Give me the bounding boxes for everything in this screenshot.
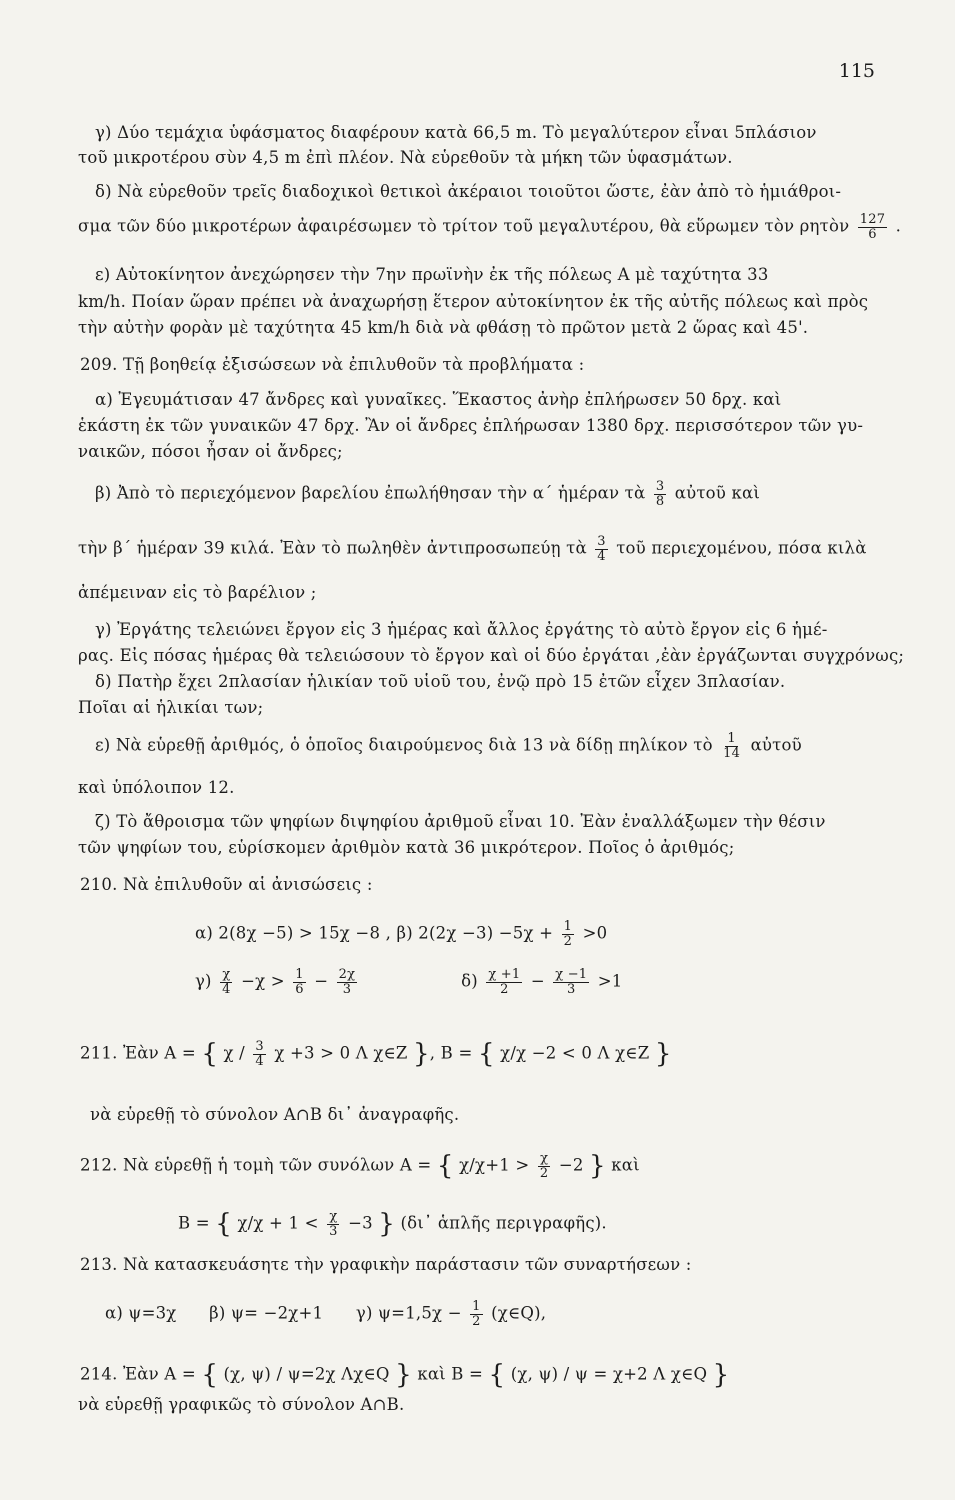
- problem-b2-text2: τὴν β΄ ἡμέραν 39 κιλά. Ἐὰν τὸ πωληθὲν ἀντιπροσωπεύῃ τὰ: [78, 538, 587, 558]
- problem-a2-line2: ἑκάστη ἐκ τῶν γυναικῶν 47 δρχ. Ἂν οἱ ἄνδρες ἐπλήρωσαν 1380 δρχ. περισσότερον τῶν γυ-: [78, 416, 864, 435]
- set-a-condition: χ/χ+1 >: [459, 1155, 530, 1175]
- fraction-numerator: χ: [540, 1151, 549, 1166]
- close-brace: }: [378, 1209, 396, 1240]
- fraction-denominator: 4: [597, 548, 606, 564]
- fraction-1-6: [293, 968, 305, 996]
- set-b-condition: χ/χ −2 < 0 Λ χ∈Z: [500, 1043, 650, 1063]
- fraction-denominator: 6: [295, 981, 304, 997]
- problem-e2-line2: καὶ ὑπόλοιπον 12.: [78, 778, 235, 797]
- problem-213-heading: 213. Νὰ κατασκευάσητε τὴν γραφικὴν παράστασιν τῶν συναρτήσεων :: [80, 1255, 692, 1274]
- set-b-prefix: , Β =: [429, 1043, 473, 1063]
- problem-e1-line1: ε) Αὐτοκίνητον ἀνεχώρησεν τὴν 7ην πρωϊνὴν ἐκ τῆς πόλεως Α μὲ ταχύτητα 33: [95, 265, 769, 284]
- problem-209-heading: 209. Τῇ βοηθείᾳ ἐξισώσεων νὰ ἐπιλυθοῦν τὰ προβλήματα :: [80, 355, 585, 374]
- set-b-prefix: Β =: [178, 1213, 210, 1233]
- problem-212-line1: [80, 1152, 640, 1180]
- set-b-note: (δι᾽ ἁπλῆς περιγραφῆς).: [400, 1213, 607, 1233]
- close-brace: }: [413, 1039, 430, 1070]
- problem-211-prefix: 211. Ἐὰν Α =: [80, 1043, 196, 1063]
- problem-g2-line2: ρας. Εἰς πόσας ἡμέρας θὰ τελειώσουν τὸ ἔργον καὶ οἱ δύο ἐργάται ,ἐὰν ἐργάζωνται συγχρόνως;: [78, 646, 905, 665]
- problem-212-line2: [178, 1210, 607, 1238]
- problem-e1-line3: τὴν αὐτὴν φορὰν μὲ ταχύτητα 45 km/h διὰ νὰ φθάσῃ τὸ πρῶτον μετὰ 2 ὥρας καὶ 45'.: [78, 318, 809, 337]
- conjunction: καὶ: [611, 1155, 640, 1175]
- problem-e2-text-end: αὐτοῦ: [750, 735, 802, 755]
- open-brace: {: [201, 1360, 219, 1390]
- fraction-3-4: [253, 1040, 265, 1068]
- problem-b2-line2: [78, 535, 867, 563]
- fraction-numerator: 1: [472, 1299, 481, 1314]
- close-brace: }: [589, 1151, 606, 1182]
- fraction-numerator: 3: [597, 534, 606, 549]
- fraction-numerator: 1: [563, 919, 573, 934]
- fraction-denominator: 3: [342, 981, 352, 997]
- inequality-ab: [195, 920, 607, 948]
- problem-b2-line3: ἀπέμειναν εἰς τὸ βαρέλιον ;: [78, 583, 317, 602]
- problem-d2-line2: Ποῖαι αἱ ἡλικίαι των;: [78, 698, 264, 717]
- inequality-ab-end: >0: [582, 923, 608, 943]
- label-g: γ): [195, 971, 212, 991]
- problem-211-line1: [80, 1040, 672, 1068]
- inequality-g-mid: −χ >: [241, 971, 285, 991]
- fraction-numerator: χ −1: [555, 967, 588, 982]
- fraction-x-1-3: [553, 968, 589, 996]
- minus-sign: −: [314, 971, 329, 991]
- fraction-3-8: [654, 480, 666, 508]
- fraction-denominator: 3: [329, 1223, 338, 1239]
- problem-a2-line3: ναικῶν, πόσοι ἦσαν οἱ ἄνδρες;: [78, 442, 343, 461]
- fraction-denominator: 4: [222, 981, 231, 997]
- fraction-x-2: [538, 1152, 550, 1180]
- problem-d1-line1: δ) Νὰ εὑρεθοῦν τρεῖς διαδοχικοὶ θετικοὶ ἀκέραιοι τοιοῦτοι ὥστε, ἐὰν ἀπὸ τὸ ἡμιάθροι-: [95, 182, 842, 201]
- fraction-1-2: [470, 1300, 482, 1328]
- fraction-numerator: χ: [329, 1209, 338, 1224]
- fraction-denominator: 6: [868, 226, 877, 242]
- functions-text: α) ψ=3χ β) ψ= −2χ+1 γ) ψ=1,5χ −: [105, 1303, 462, 1323]
- set-a-condition: χ +3 > 0 Λ χ∈Z: [274, 1043, 408, 1063]
- fraction-denominator: 2: [500, 981, 509, 997]
- fraction-denominator: 14: [723, 745, 741, 761]
- open-brace: {: [488, 1360, 506, 1390]
- problem-d2-line1: δ) Πατὴρ ἔχει 2πλασίαν ἡλικίαν τοῦ υἱοῦ του, ἐνῷ πρὸ 15 ἐτῶν εἶχεν 3πλασίαν.: [95, 672, 786, 691]
- fraction-denominator: 3: [567, 981, 576, 997]
- problem-b2-text2-end: τοῦ περιεχομένου, πόσα κιλὰ: [616, 538, 867, 558]
- set-b-tail: −3: [348, 1213, 373, 1233]
- problem-b2-line1: [95, 480, 760, 508]
- problem-g1-line1: γ) Δύο τεμάχια ὑφάσματος διαφέρουν κατὰ 66,5 m. Τὸ μεγαλύτερον εἶναι 5πλάσιον: [95, 123, 817, 142]
- problem-211-line2: νὰ εὑρεθῇ τὸ σύνολον Α∩Β δι᾽ ἀναγραφῆς.: [90, 1105, 460, 1124]
- problem-e2-line1: [95, 732, 802, 760]
- set-b-prefix: καὶ Β =: [417, 1364, 484, 1384]
- open-brace: {: [201, 1039, 219, 1070]
- fraction-denominator: 4: [255, 1053, 264, 1069]
- problem-a2-line1: α) Ἐγευμάτισαν 47 ἄνδρες καὶ γυναῖκες. Ἕκαστος ἀνὴρ ἐπλήρωσεν 50 δρχ. καὶ: [95, 390, 782, 409]
- problem-d1-line2: σμα τῶν δύο μικροτέρων ἀφαιρέσωμεν τὸ τρίτον τοῦ μεγαλυτέρου, θὰ εὕρωμεν τὸν ρητὸν $\frac{127}{6}$ .: [78, 212, 902, 242]
- problem-212-prefix: 212. Νὰ εὑρεθῇ ἡ τομὴ τῶν συνόλων Α =: [80, 1155, 432, 1175]
- fraction-numerator: 3: [655, 479, 665, 494]
- fraction-2x-3: [337, 968, 358, 996]
- open-brace: {: [477, 1039, 495, 1070]
- fraction-127-6: [858, 213, 887, 241]
- fraction-denominator: 2: [563, 933, 573, 949]
- problem-210-heading: 210. Νὰ ἐπιλυθοῦν αἱ ἀνισώσεις :: [80, 875, 373, 894]
- fraction-numerator: 127: [859, 212, 886, 227]
- fraction-1-2: [562, 920, 574, 948]
- fraction-numerator: χ: [222, 967, 231, 982]
- problem-213-functions: [105, 1300, 546, 1328]
- fraction-denominator: 2: [472, 1313, 481, 1329]
- fraction-x1-2: [486, 968, 522, 996]
- functions-domain: (χ∈Q),: [491, 1303, 547, 1323]
- problem-d1-text: σμα τῶν δύο μικροτέρων ἀφαιρέσωμεν τὸ τρίτον τοῦ μεγαλυτέρου, θὰ εὕρωμεν τὸν ρητὸν: [78, 216, 850, 236]
- close-brace: }: [395, 1360, 412, 1390]
- problem-z2-line2: τῶν ψηφίων του, εὑρίσκομεν ἀριθμὸν κατὰ 36 μικρότερον. Ποῖος ὁ ἀριθμός;: [78, 838, 735, 857]
- fraction-denominator: 2: [539, 1165, 549, 1181]
- set-a-tail: −2: [558, 1155, 584, 1175]
- problem-z2-line1: ζ) Τὸ ἄθροισμα τῶν ψηφίων διψηφίου ἀριθμοῦ εἶναι 10. Ἐὰν ἐναλλάξωμεν τὴν θέσιν: [95, 812, 826, 831]
- problem-g2-line1: γ) Ἐργάτης τελειώνει ἔργον εἰς 3 ἡμέρας καὶ ἄλλος ἐργάτης τὸ αὐτὸ ἔργον εἰς 6 ἡμέ-: [95, 620, 828, 639]
- inequality-d-end: >1: [597, 971, 623, 991]
- fraction-x-4: [220, 968, 232, 996]
- fraction-1-14: [721, 732, 742, 760]
- fraction-denominator: 8: [655, 493, 665, 509]
- problem-b2-text-end: αὐτοῦ καὶ: [674, 483, 760, 503]
- fraction-numerator: 3: [255, 1039, 264, 1054]
- label-d: δ): [461, 971, 478, 991]
- close-brace: }: [654, 1039, 672, 1070]
- problem-e1-line2: km/h. Ποίαν ὥραν πρέπει νὰ ἀναχωρήσῃ ἕτερον αὐτοκίνητον ἐκ τῆς αὐτῆς πόλεως καὶ πρὸς: [78, 292, 869, 311]
- open-brace: {: [215, 1209, 232, 1240]
- open-brace: {: [436, 1151, 454, 1182]
- fraction-numerator: χ +1: [488, 967, 521, 982]
- problem-214-line2: νὰ εὑρεθῇ γραφικῶς τὸ σύνολον Α∩Β.: [78, 1395, 405, 1414]
- problem-e2-text: ε) Νὰ εὑρεθῇ ἀριθμός, ὁ ὁποῖος διαιρούμενος διὰ 13 νὰ δίδῃ πηλίκον τὸ: [95, 735, 713, 755]
- problem-g1-line2: τοῦ μικροτέρου σὺν 4,5 m ἐπὶ πλέον. Νὰ εὑρεθοῦν τὰ μήκη τῶν ὑφασμάτων.: [78, 148, 733, 167]
- page-number: 115: [838, 60, 875, 82]
- minus-sign: −: [530, 971, 545, 991]
- set-b-condition: χ/χ + 1 <: [237, 1213, 319, 1233]
- set-a-var: χ /: [223, 1043, 245, 1063]
- inequality-ab-text: α) 2(8χ −5) > 15χ −8 , β) 2(2χ −3) −5χ +: [195, 923, 554, 943]
- set-b-condition: (χ, ψ) / ψ = χ+2 Λ χ∈Q: [510, 1364, 708, 1384]
- fraction-numerator: 1: [295, 967, 304, 982]
- set-a-condition: (χ, ψ) / ψ=2χ Λχ∈Q: [223, 1364, 390, 1384]
- fraction-3-4: [595, 535, 607, 563]
- problem-214-line1: [80, 1362, 729, 1388]
- inequality-gd: [195, 968, 622, 996]
- problem-214-prefix: 214. Ἐὰν Α =: [80, 1364, 196, 1384]
- fraction-numerator: 1: [727, 731, 736, 746]
- fraction-x-3: [327, 1210, 339, 1238]
- fraction-numerator: 2χ: [338, 967, 356, 982]
- problem-b2-text: β) Ἀπὸ τὸ περιεχόμενον βαρελίου ἐπωλήθησαν τὴν α΄ ἡμέραν τὰ: [95, 483, 646, 503]
- close-brace: }: [712, 1360, 730, 1390]
